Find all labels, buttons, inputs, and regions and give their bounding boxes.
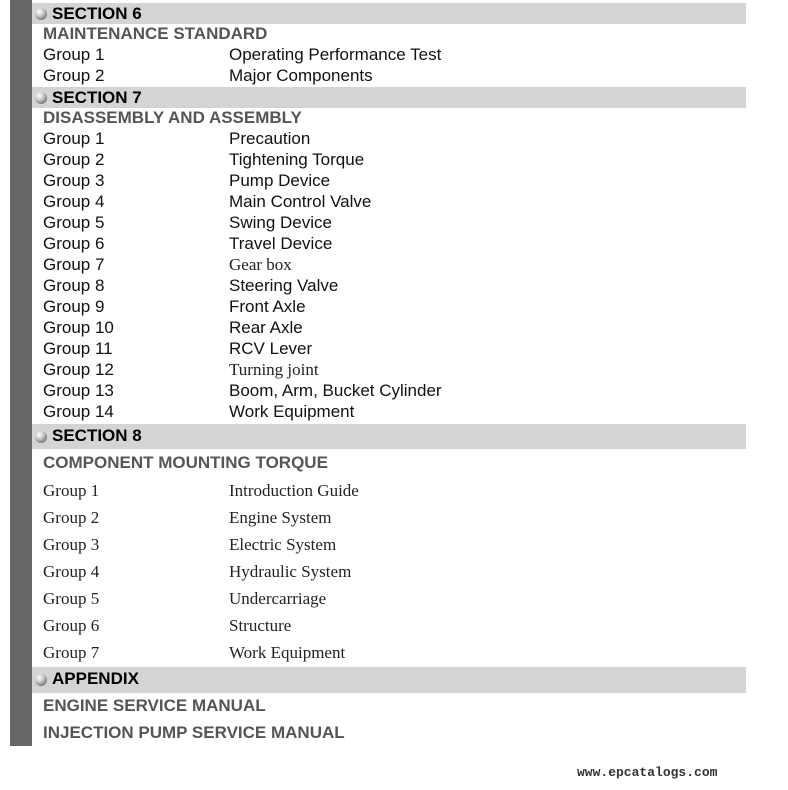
toc-row[interactable] xyxy=(43,588,743,609)
group-label: Group 9 xyxy=(43,297,105,316)
bullet-ball-icon xyxy=(35,431,47,443)
group-title: Major Components xyxy=(229,66,373,85)
group-label: Group 5 xyxy=(43,213,105,232)
footer-site-url[interactable]: www.epcatalogs.com xyxy=(577,765,718,780)
section-heading: SECTION 6 xyxy=(52,4,142,23)
group-title: Work Equipment xyxy=(229,402,355,421)
group-label: Group 3 xyxy=(43,535,100,554)
toc-row[interactable] xyxy=(43,65,743,86)
toc-row[interactable] xyxy=(43,401,743,422)
group-label: Group 14 xyxy=(43,402,114,421)
toc-row[interactable] xyxy=(43,615,743,636)
toc-row[interactable] xyxy=(43,480,743,501)
group-title: Front Axle xyxy=(229,297,306,316)
group-label: Group 12 xyxy=(43,360,114,379)
group-label: Group 1 xyxy=(43,45,105,64)
left-margin-bar xyxy=(10,0,32,746)
group-title: Rear Axle xyxy=(229,318,303,337)
appendix-item-injection-pump[interactable]: INJECTION PUMP SERVICE MANUAL xyxy=(43,723,345,742)
toc-row[interactable] xyxy=(43,534,743,555)
group-label: Group 4 xyxy=(43,562,100,581)
toc-row[interactable] xyxy=(43,338,743,359)
section-heading: SECTION 8 xyxy=(52,426,142,445)
section-heading: APPENDIX xyxy=(52,669,139,688)
group-label: Group 6 xyxy=(43,616,100,635)
toc-row[interactable] xyxy=(43,359,743,380)
group-title: Work Equipment xyxy=(229,643,346,662)
group-label: Group 1 xyxy=(43,481,100,500)
group-label: Group 3 xyxy=(43,171,105,190)
group-label: Group 2 xyxy=(43,150,105,169)
section-subtitle: MAINTENANCE STANDARD xyxy=(43,24,268,43)
toc-row[interactable] xyxy=(43,212,743,233)
group-title: Steering Valve xyxy=(229,276,339,295)
group-label: Group 4 xyxy=(43,192,105,211)
group-title: RCV Lever xyxy=(229,339,313,358)
group-title: Turning joint xyxy=(229,360,319,379)
bullet-ball-icon xyxy=(35,674,47,686)
section-subtitle: DISASSEMBLY AND ASSEMBLY xyxy=(43,108,302,127)
toc-row[interactable] xyxy=(43,296,743,317)
toc-row[interactable] xyxy=(43,233,743,254)
group-title: Structure xyxy=(229,616,292,635)
appendix-header[interactable] xyxy=(32,667,746,693)
appendix-item-engine[interactable]: ENGINE SERVICE MANUAL xyxy=(43,696,266,715)
group-title: Hydraulic System xyxy=(229,562,352,581)
group-title: Introduction Guide xyxy=(229,481,359,500)
toc-row[interactable] xyxy=(43,561,743,582)
bullet-ball-icon xyxy=(35,92,47,104)
group-title: Main Control Valve xyxy=(229,192,372,211)
section-heading: SECTION 7 xyxy=(52,88,142,107)
group-title: Undercarriage xyxy=(229,589,327,608)
toc-row[interactable] xyxy=(43,507,743,528)
group-title: Pump Device xyxy=(229,171,331,190)
toc-row[interactable] xyxy=(43,128,743,149)
group-label: Group 7 xyxy=(43,643,100,662)
group-label: Group 7 xyxy=(43,255,105,274)
section-7-header[interactable] xyxy=(32,87,746,108)
toc-row[interactable] xyxy=(43,254,743,275)
group-title: Engine System xyxy=(229,508,332,527)
group-title: Swing Device xyxy=(229,213,332,232)
group-title: Boom, Arm, Bucket Cylinder xyxy=(229,381,442,400)
toc-row[interactable] xyxy=(43,149,743,170)
group-title: Precaution xyxy=(229,129,311,148)
group-label: Group 6 xyxy=(43,234,105,253)
toc-row[interactable] xyxy=(43,44,743,65)
toc-row[interactable] xyxy=(43,380,743,401)
group-title: Operating Performance Test xyxy=(229,45,442,64)
group-label: Group 10 xyxy=(43,318,114,337)
group-title: Travel Device xyxy=(229,234,333,253)
group-label: Group 13 xyxy=(43,381,114,400)
toc-row[interactable] xyxy=(43,642,743,663)
group-label: Group 2 xyxy=(43,66,105,85)
toc-row[interactable] xyxy=(43,317,743,338)
section-subtitle: COMPONENT MOUNTING TORQUE xyxy=(43,453,328,472)
section-8-header[interactable] xyxy=(32,424,746,449)
group-label: Group 8 xyxy=(43,276,105,295)
toc-row[interactable] xyxy=(43,170,743,191)
toc-row[interactable] xyxy=(43,191,743,212)
bullet-ball-icon xyxy=(35,8,47,20)
group-label: Group 11 xyxy=(43,339,113,358)
group-title: Gear box xyxy=(229,255,292,274)
group-title: Tightening Torque xyxy=(229,150,365,169)
toc-row[interactable] xyxy=(43,275,743,296)
group-label: Group 2 xyxy=(43,508,100,527)
group-label: Group 1 xyxy=(43,129,105,148)
section-6-header[interactable] xyxy=(32,3,746,24)
group-title: Electric System xyxy=(229,535,337,554)
group-label: Group 5 xyxy=(43,589,100,608)
